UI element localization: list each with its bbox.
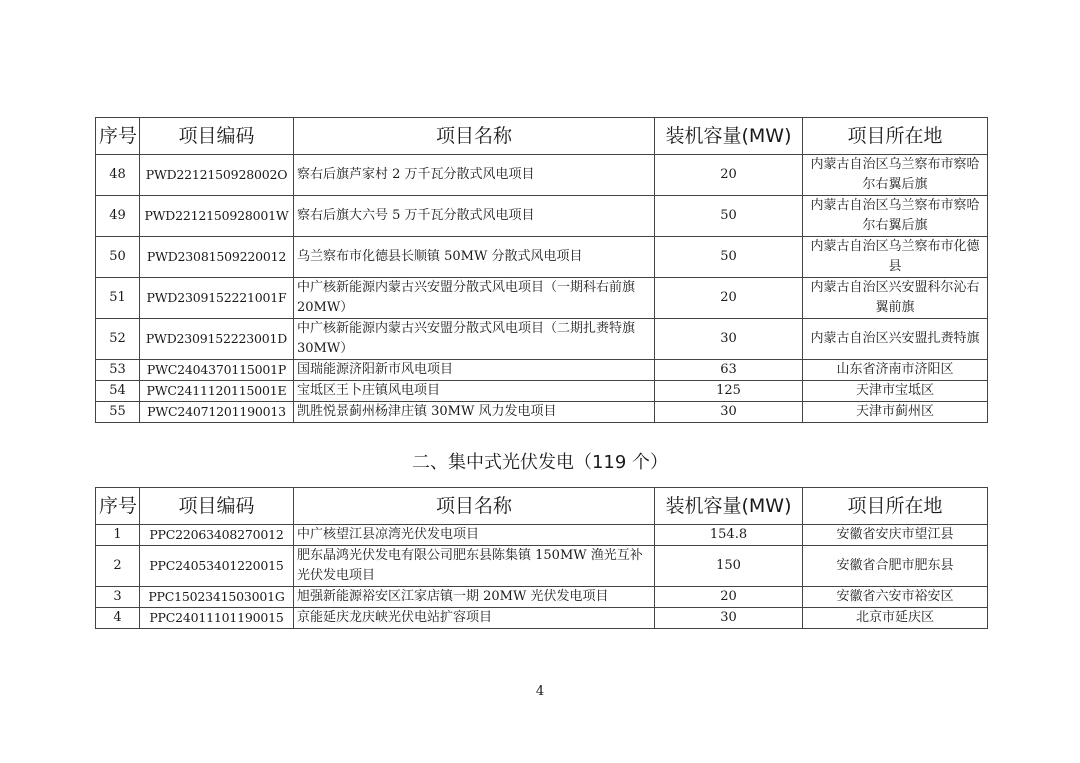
table-header-row [96,488,988,525]
cell-capacity: 20 [655,587,803,608]
cell-name: 乌兰察布市化德县长顺镇 50MW 分散式风电项目 [294,237,655,278]
cell-name: 中广核新能源内蒙古兴安盟分散式风电项目（二期扎赉特旗 30MW） [294,319,655,360]
table-row [96,237,988,278]
cell-capacity: 20 [655,155,803,196]
cell-capacity: 30 [655,402,803,423]
cell-code: PWD2309152221001F [140,278,294,319]
table-row [96,381,988,402]
cell-name: 察右后旗大六号 5 万千瓦分散式风电项目 [294,196,655,237]
cell-capacity: 154.8 [655,525,803,546]
cell-location: 内蒙古自治区乌兰察布市察哈尔右翼后旗 [803,196,988,237]
cell-seq: 49 [96,196,140,237]
table-row [96,278,988,319]
cell-capacity: 30 [655,608,803,629]
cell-location: 山东省济南市济阳区 [803,360,988,381]
cell-seq: 54 [96,381,140,402]
cell-name: 宝坻区王卜庄镇风电项目 [294,381,655,402]
cell-capacity: 150 [655,546,803,587]
cell-location: 内蒙古自治区兴安盟科尔沁右翼前旗 [803,278,988,319]
table-header-row [96,118,988,155]
cell-seq: 3 [96,587,140,608]
cell-code: PWD23081509220012 [140,237,294,278]
cell-code: PPC22063408270012 [140,525,294,546]
cell-location: 天津市蓟州区 [803,402,988,423]
header-seq: 序号 [96,488,140,525]
table-row [96,546,988,587]
cell-capacity: 50 [655,237,803,278]
cell-capacity: 30 [655,319,803,360]
header-capacity: 装机容量(MW) [655,488,803,525]
cell-seq: 4 [96,608,140,629]
cell-name: 旭强新能源裕安区江家店镇一期 20MW 光伏发电项目 [294,587,655,608]
header-seq: 序号 [96,118,140,155]
table-row [96,525,988,546]
table-row [96,587,988,608]
cell-code: PWC24071201190013 [140,402,294,423]
cell-seq: 2 [96,546,140,587]
header-location: 项目所在地 [803,488,988,525]
header-name: 项目名称 [294,488,655,525]
header-location: 项目所在地 [803,118,988,155]
cell-seq: 53 [96,360,140,381]
cell-name: 京能延庆龙庆峡光伏电站扩容项目 [294,608,655,629]
cell-code: PPC1502341503001G [140,587,294,608]
solar-projects-table [95,487,988,629]
cell-capacity: 20 [655,278,803,319]
cell-location: 安徽省六安市裕安区 [803,587,988,608]
cell-location: 北京市延庆区 [803,608,988,629]
cell-code: PWC2411120115001E [140,381,294,402]
cell-name: 凯胜悦景蓟州杨津庄镇 30MW 风力发电项目 [294,402,655,423]
cell-seq: 1 [96,525,140,546]
cell-code: PPC24053401220015 [140,546,294,587]
cell-seq: 55 [96,402,140,423]
table-row [96,360,988,381]
header-code: 项目编码 [140,118,294,155]
cell-location: 安徽省安庆市望江县 [803,525,988,546]
cell-location: 内蒙古自治区乌兰察布市化德县 [803,237,988,278]
wind-projects-table [95,117,988,423]
table-row [96,608,988,629]
cell-seq: 51 [96,278,140,319]
cell-code: PPC24011101190015 [140,608,294,629]
table-row [96,155,988,196]
cell-location: 天津市宝坻区 [803,381,988,402]
cell-code: PWD2309152223001D [140,319,294,360]
table-row [96,402,988,423]
cell-seq: 50 [96,237,140,278]
cell-capacity: 125 [655,381,803,402]
cell-code: PWC2404370115001P [140,360,294,381]
cell-name: 察右后旗芦家村 2 万千瓦分散式风电项目 [294,155,655,196]
cell-name: 中广核新能源内蒙古兴安盟分散式风电项目（一期科右前旗 20MW） [294,278,655,319]
page-number: 4 [535,684,545,699]
cell-location: 安徽省合肥市肥东县 [803,546,988,587]
cell-location: 内蒙古自治区兴安盟扎赉特旗 [803,319,988,360]
cell-location: 内蒙古自治区乌兰察布市察哈尔右翼后旗 [803,155,988,196]
cell-seq: 48 [96,155,140,196]
cell-seq: 52 [96,319,140,360]
table-row [96,196,988,237]
header-name: 项目名称 [294,118,655,155]
cell-name: 肥东晶鸿光伏发电有限公司肥东县陈集镇 150MW 渔光互补光伏发电项目 [294,546,655,587]
cell-capacity: 50 [655,196,803,237]
cell-code: PWD2212150928002O [140,155,294,196]
header-code: 项目编码 [140,488,294,525]
table-row [96,319,988,360]
cell-name: 国瑞能源济阳新市风电项目 [294,360,655,381]
cell-name: 中广核望江县凉湾光伏发电项目 [294,525,655,546]
section-title: 二、集中式光伏发电（119 个） [411,452,669,473]
cell-capacity: 63 [655,360,803,381]
cell-code: PWD2212150928001W [140,196,294,237]
header-capacity: 装机容量(MW) [655,118,803,155]
